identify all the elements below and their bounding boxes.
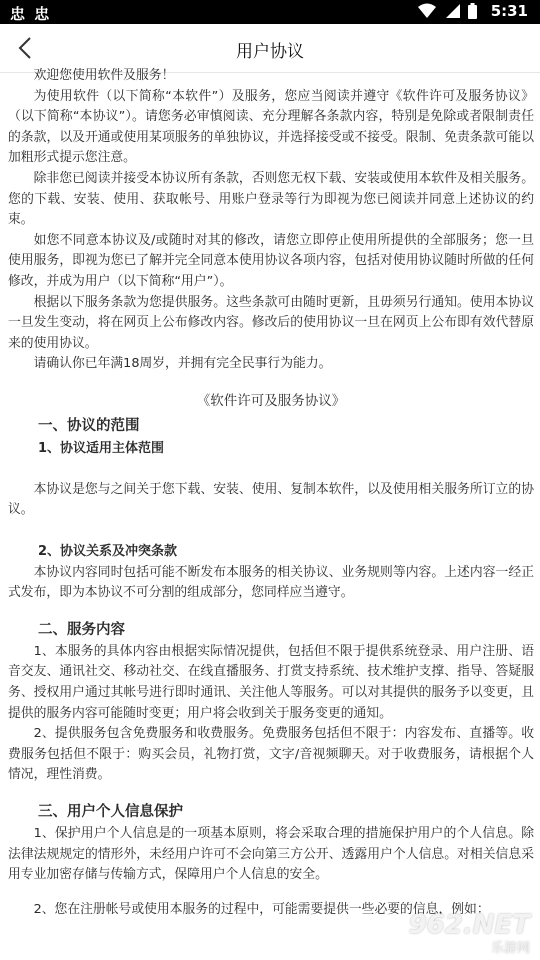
intro-paragraph: 除非您已阅读并接受本协议所有条款，否则您无权下载、安装或使用本软件及相关服务。您的下载、安装、使用、获取帐号、用账户登录等行为即视为您已阅读并同意上述协议的约束。 (8, 170, 534, 228)
watermark-logo (386, 910, 536, 956)
section-heading: 三、用户个人信息保护 (38, 804, 183, 821)
intro-paragraph: 如您不同意本协议及/或随时对其的修改，请您立即停止使用所提供的全部服务；您一旦使用服务，即视为您已了解并完全同意本使用协议各项内容，包括对使用协议随时所做的任何修改，并成为用户（以下简称“用户”）。 (8, 232, 534, 289)
intro-paragraph: 根据以下服务条款为您提供服务。这些条款可由随时更新，且毋须另行通知。使用本协议一旦发生变动，将在网页上公布修改内容。修改后的使用协议一旦在网页上公布即有效代替原来的使用协议。 (8, 294, 534, 351)
section-paragraph: 本协议内容同时包括可能不断发布本服务的相关协议、业务规则等内容。上述内容一经正式发布，即为本协议不可分割的组成部分，您同样应当遵守。 (8, 564, 534, 601)
intro-paragraph: 请确认你已年满18周岁，并拥有完全民事行为能力。 (33, 356, 332, 372)
wifi-icon (418, 3, 436, 19)
section-heading: 二、服务内容 (38, 621, 125, 638)
subsection-heading: 1、协议适用主体范围 (38, 440, 165, 456)
intro-paragraph: 欢迎您使用软件及服务！ (33, 68, 175, 83)
section-paragraph: 2、您在注册帐号或使用本服务的过程中，可能需要提供一些必要的信息，例如： (33, 901, 490, 917)
agreement-title: 《软件许可及服务协议》 (196, 392, 346, 409)
section-heading: 一、协议的范围 (38, 417, 140, 434)
page-title: 用户协议 (236, 42, 304, 62)
agreement-content (8, 66, 534, 920)
status-bar (0, 0, 540, 24)
signal-icon (444, 3, 460, 19)
notification-icons: 忠 忠 (10, 5, 52, 23)
subsection-heading: 2、协议关系及冲突条款 (38, 543, 178, 559)
section-paragraph: 1、本服务的具体内容由根据实际情况提供，包括但不限于提供系统登录、用户注册、语音交友、通讯社交、移动社交、在线直播服务、打赏支持系统、技术维护支撑、指导、答疑服务、授权用户通过其帐号进行即时通讯、关注他人等服务。可以对其提供的服务予以变更，且提供的服务内容可能随时变更；用户将会收到关于服务变更的通知。 (8, 643, 534, 721)
intro-paragraph: 为使用软件（以下简称“本软件”）及服务，您应当阅读并遵守《软件许可及服务协议》（以下简称“本协议”）。请您务必审慎阅读、充分理解各条款内容，特别是免除或者限制责任的条款，以及开通或使用某项服务的单独协议，并选择接受或不接受。限制、免责条款可能以加粗形式提示您注意。 (8, 88, 534, 166)
section-paragraph: 1、保护用户个人信息是的一项基本原则，将会采取合理的措施保护用户的个人信息。除法律法规规定的情形外，未经用户许可不会向第三方公开、透露用户个人信息。对相关信息采用专业加密存储与传输方式，保障用户个人信息的安全。 (8, 826, 534, 883)
watermark-text: 962.NET (408, 910, 530, 940)
status-time: 5:31 (490, 2, 528, 20)
section-paragraph: 2、提供服务包含免费服务和收费服务。免费服务包括但不限于：内容发布、直播等。收费服务包括但不限于：购买会员，礼物打赏，文字/音视频聊天。对于收费服务，请根据个人情况，理性消费。 (8, 726, 534, 783)
section-paragraph: 本协议是您与之间关于您下载、安装、使用、复制本软件，以及使用相关服务所订立的协议。 (8, 481, 534, 518)
watermark-subtext: 乐游网 (490, 941, 530, 956)
battery-icon (468, 3, 477, 19)
